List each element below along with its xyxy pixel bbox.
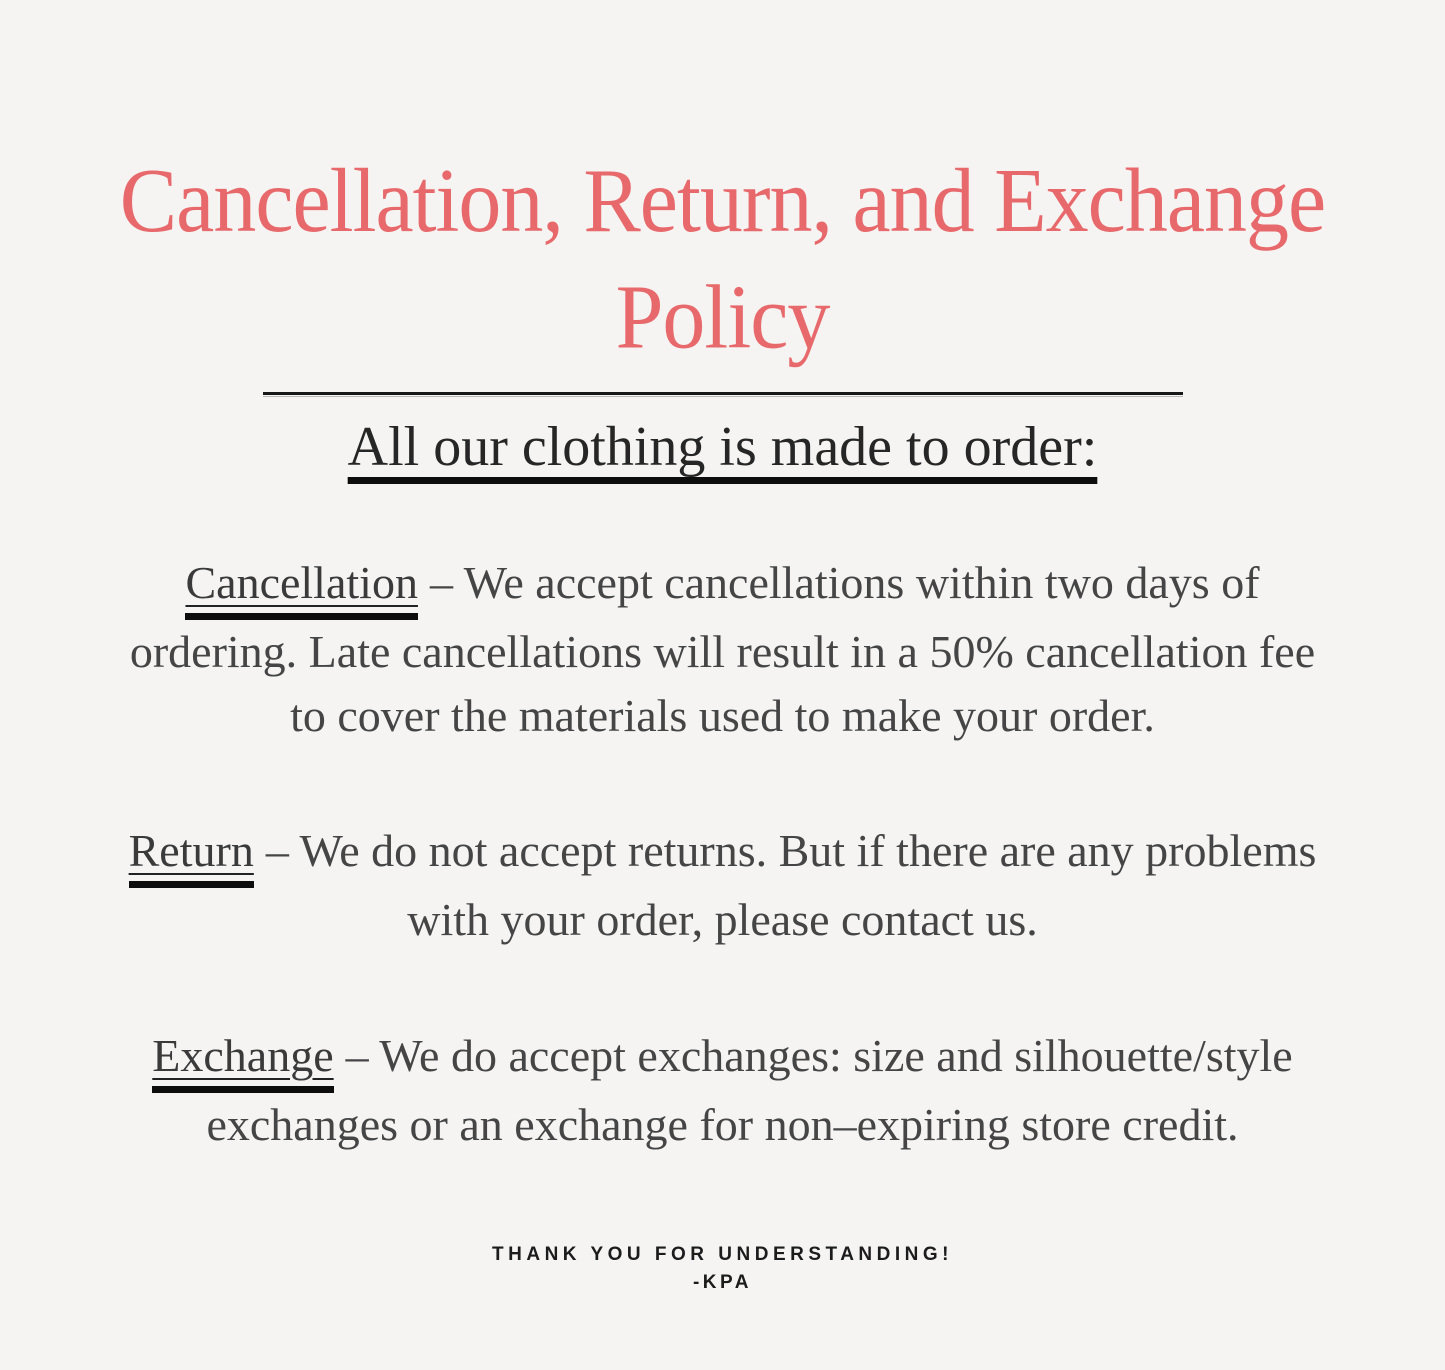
exchange-line-2: exchanges or an exchange for non–expiring store credit.: [206, 1098, 1239, 1150]
return-line-1-text: – We do not accept returns. But if there are any problems: [265, 825, 1317, 877]
cancellation-line-1-text: – We accept cancellations within two days of: [429, 557, 1260, 609]
cancellation-term: Cancellation: [185, 560, 417, 620]
return-line-1: [53, 819, 1393, 888]
cancellation-section: [53, 551, 1393, 747]
title-divider-rule: [263, 392, 1183, 397]
exchange-line-1-text: – We do accept exchanges: size and silhouette/style: [345, 1029, 1293, 1081]
tagline-text: All our clothing is made to order:: [347, 416, 1098, 479]
tagline-heading: [53, 415, 1393, 479]
poster-content: [53, 0, 1393, 1294]
footer-thanks-text: THANK YOU FOR UNDERSTANDING!: [492, 1244, 953, 1266]
return-section: [53, 819, 1393, 951]
cancellation-line-2: ordering. Late cancellations will result in a 50% cancellation fee: [129, 626, 1316, 678]
return-term: Return: [129, 828, 254, 888]
page-title-line-1: Cancellation, Return, and Exchange: [119, 149, 1326, 252]
return-line-2: with your order, please contact us.: [407, 894, 1038, 946]
footer-signature: -KPA: [692, 1272, 753, 1294]
footer: [53, 1244, 1393, 1294]
page-title-line-2: Policy: [615, 266, 830, 368]
page-title: [53, 142, 1393, 375]
exchange-line-1: [53, 1024, 1393, 1093]
cancellation-line-1: [53, 551, 1393, 620]
exchange-section: [53, 1024, 1393, 1156]
cancellation-line-3: to cover the materials used to make your order.: [290, 689, 1155, 741]
exchange-term: Exchange: [152, 1033, 333, 1093]
